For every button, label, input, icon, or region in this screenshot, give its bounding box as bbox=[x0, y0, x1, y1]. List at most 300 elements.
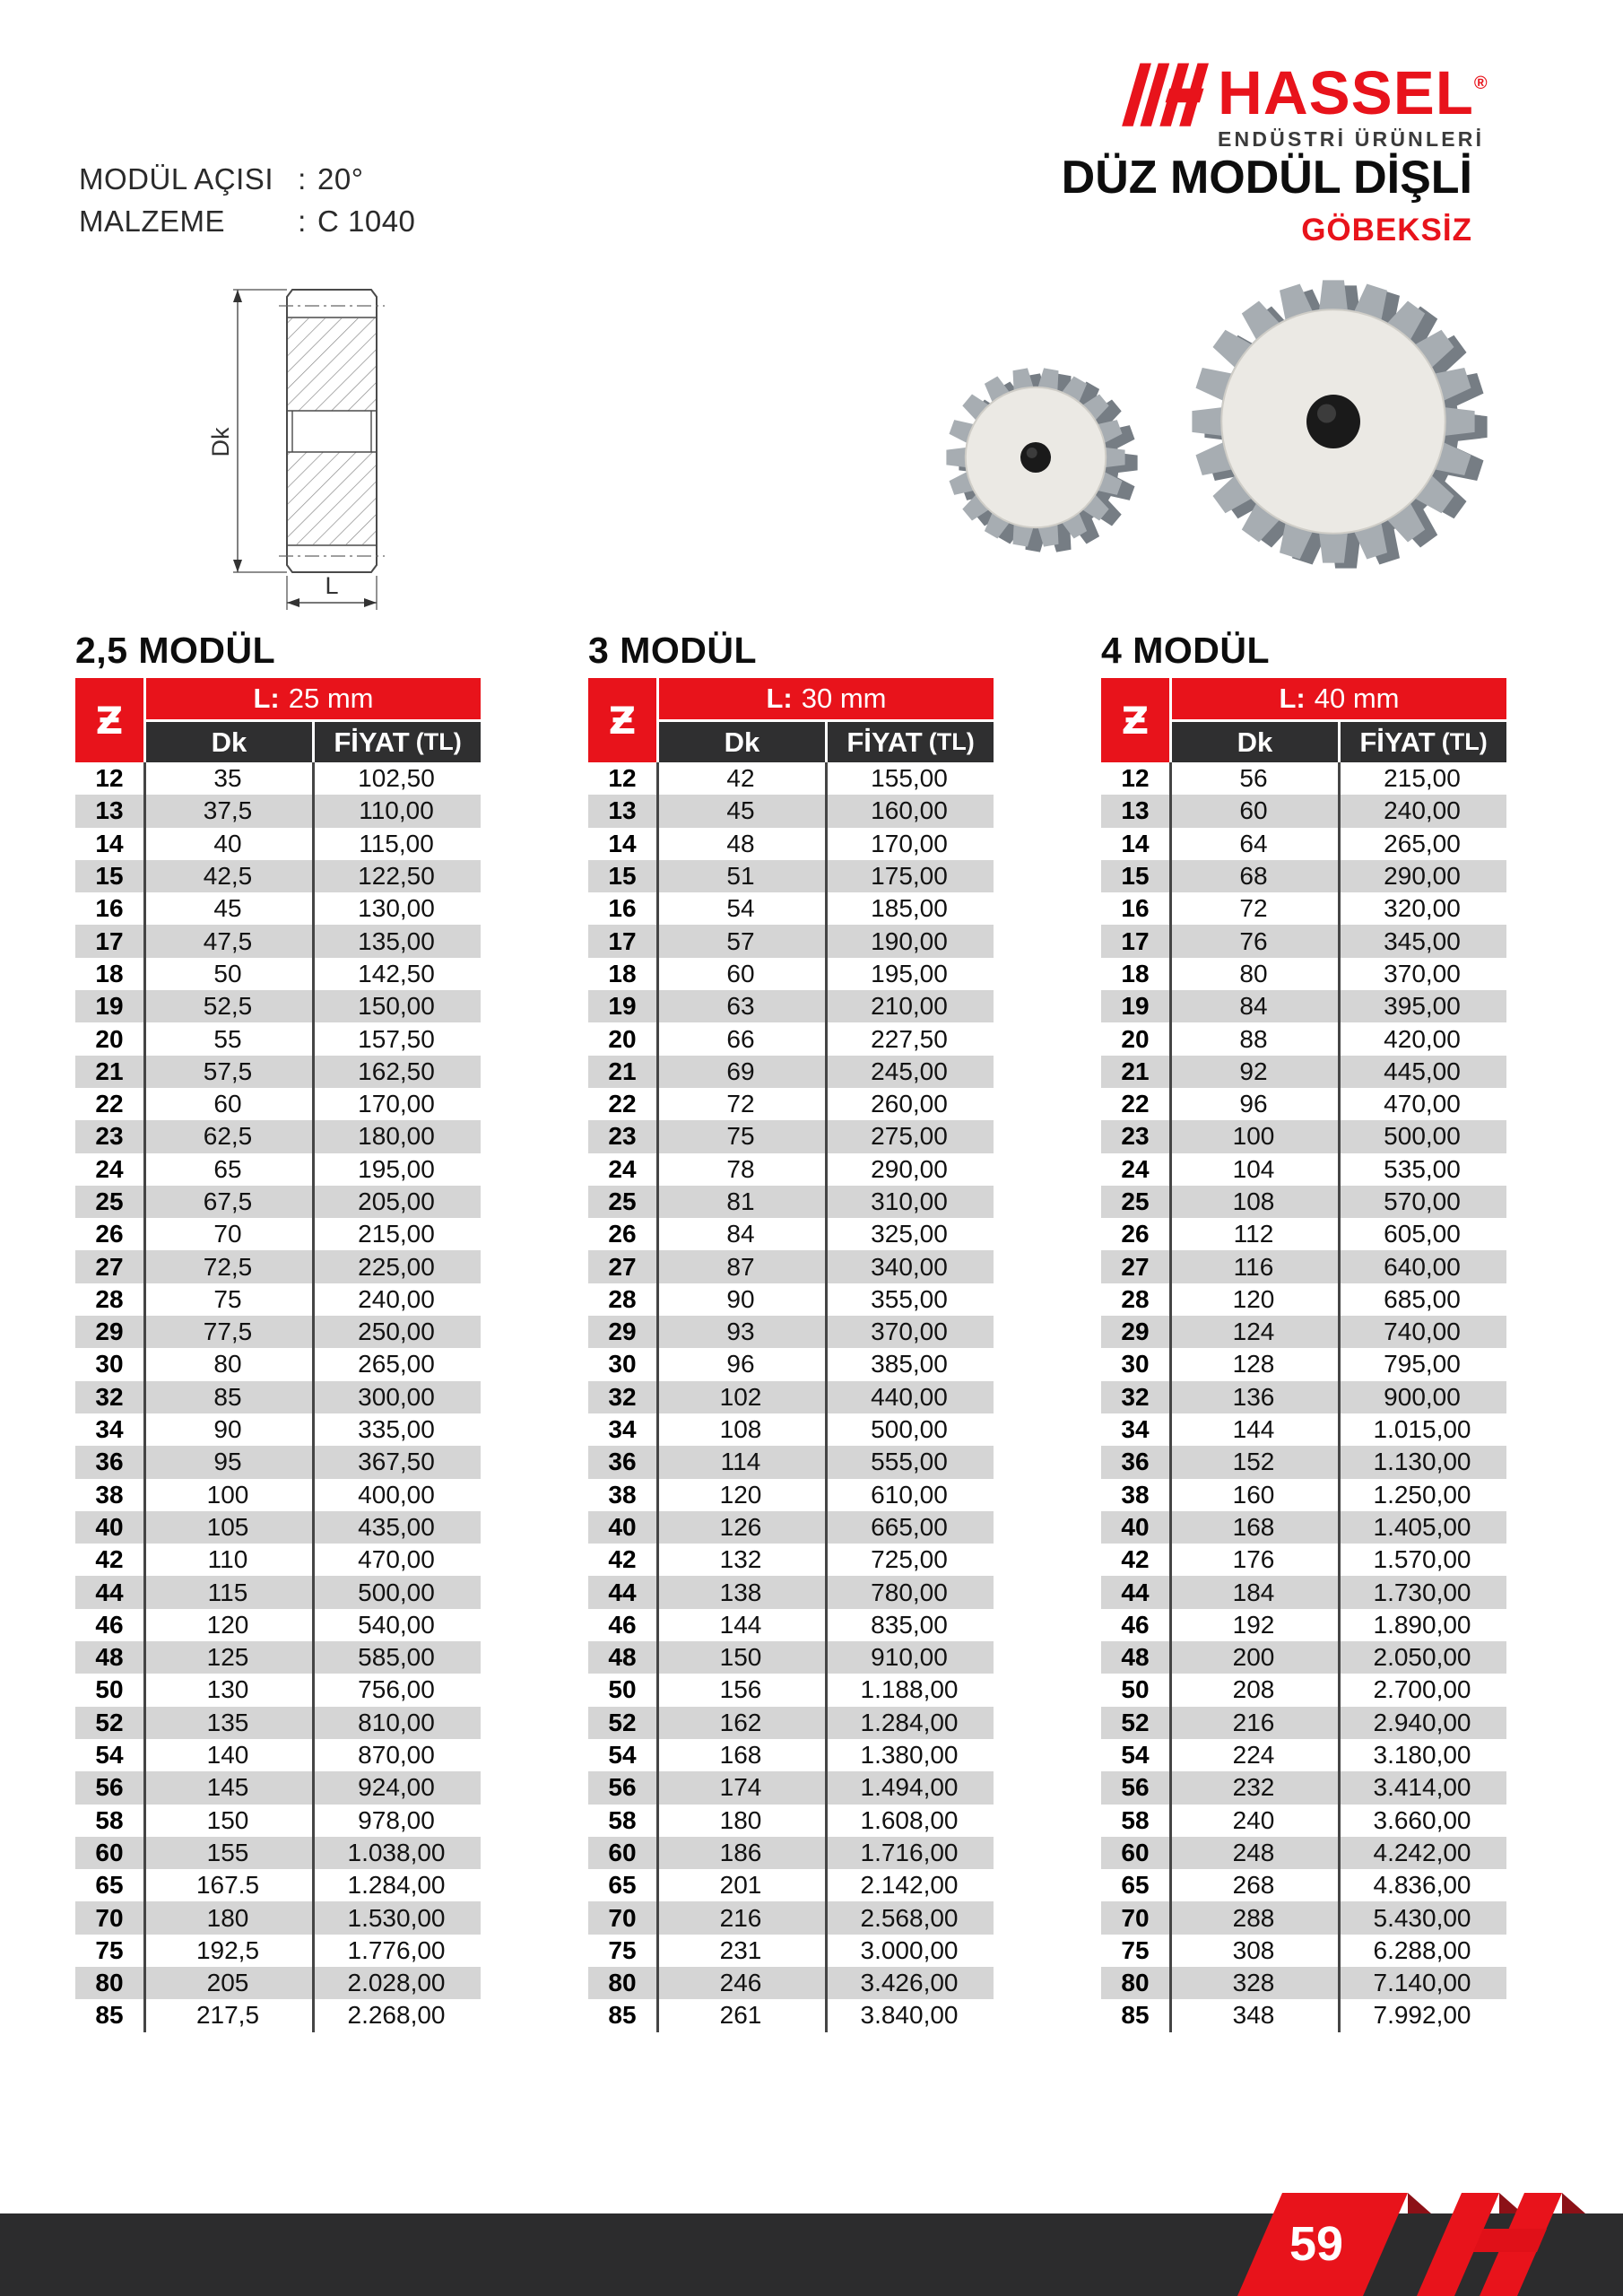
price-cell: 250,00 bbox=[358, 1318, 435, 1346]
price-cell: 978,00 bbox=[358, 1805, 435, 1834]
price-cell: 725,00 bbox=[871, 1545, 948, 1574]
spec-line-material bbox=[79, 200, 415, 242]
price-cell: 157,50 bbox=[358, 1024, 435, 1053]
price-cell: 2.050,00 bbox=[1373, 1643, 1471, 1672]
z-cell: 54 bbox=[1121, 1741, 1150, 1770]
table-row bbox=[1101, 1935, 1506, 1967]
z-cell: 42 bbox=[95, 1545, 124, 1574]
gears-photo bbox=[888, 265, 1533, 583]
z-cell: 13 bbox=[95, 796, 124, 825]
table-row bbox=[588, 1056, 994, 1088]
dk-cell: 84 bbox=[1239, 992, 1268, 1021]
z-cell: 56 bbox=[1121, 1773, 1150, 1802]
table-rows bbox=[1101, 762, 1506, 2032]
price-cell: 1.730,00 bbox=[1373, 1578, 1471, 1606]
z-cell: 56 bbox=[95, 1773, 124, 1802]
price-cell: 2.028,00 bbox=[347, 1969, 446, 1997]
spec-line-module-angle bbox=[79, 158, 415, 200]
dk-cell: 155 bbox=[206, 1838, 249, 1866]
page-title: DÜZ MODÜL DİŞLİ bbox=[1061, 152, 1472, 204]
dk-cell: 75 bbox=[213, 1284, 242, 1313]
price-cell: 420,00 bbox=[1384, 1024, 1461, 1053]
dk-cell: 180 bbox=[206, 1903, 249, 1932]
table-row bbox=[75, 1576, 481, 1608]
dk-cell: 90 bbox=[726, 1284, 755, 1313]
z-cell: 25 bbox=[1121, 1187, 1150, 1215]
table-row bbox=[588, 1413, 994, 1446]
spec-separator: : bbox=[298, 161, 307, 196]
fold-shadow-icon bbox=[1562, 2193, 1585, 2213]
dk-cell: 162 bbox=[719, 1708, 762, 1736]
z-cell: 29 bbox=[95, 1318, 124, 1346]
dk-cell: 69 bbox=[726, 1057, 755, 1085]
table-row bbox=[1101, 1674, 1506, 1706]
price-cell: 142,50 bbox=[358, 959, 435, 987]
z-cell: 24 bbox=[608, 1154, 637, 1183]
price-cell: 1.015,00 bbox=[1373, 1415, 1471, 1444]
table-row bbox=[75, 1901, 481, 1934]
z-cell: 26 bbox=[95, 1220, 124, 1248]
dk-cell: 66 bbox=[726, 1024, 755, 1053]
table-row bbox=[588, 1641, 994, 1674]
price-cell: 605,00 bbox=[1384, 1220, 1461, 1248]
z-cell: 80 bbox=[608, 1969, 637, 1997]
z-cell: 42 bbox=[1121, 1545, 1150, 1574]
table-row bbox=[1101, 1348, 1506, 1380]
table-row bbox=[75, 990, 481, 1022]
table-row bbox=[588, 860, 994, 892]
dk-cell: 138 bbox=[719, 1578, 762, 1606]
z-cell: 52 bbox=[608, 1708, 637, 1736]
dk-cell: 224 bbox=[1232, 1741, 1275, 1770]
table-row bbox=[1101, 1250, 1506, 1283]
dk-cell: 120 bbox=[206, 1610, 249, 1639]
price-cell: 102,50 bbox=[358, 764, 435, 793]
price-cell: 1.890,00 bbox=[1373, 1610, 1471, 1639]
price-cell: 2.142,00 bbox=[860, 1871, 959, 1900]
table-row bbox=[75, 1707, 481, 1739]
dk-cell: 167.5 bbox=[195, 1871, 260, 1900]
z-cell: 50 bbox=[1121, 1675, 1150, 1704]
z-cell: 36 bbox=[608, 1448, 637, 1476]
dk-cell: 288 bbox=[1232, 1903, 1275, 1932]
price-cell: 195,00 bbox=[358, 1154, 435, 1183]
z-cell: 25 bbox=[608, 1187, 637, 1215]
table-row bbox=[1101, 1999, 1506, 2031]
spur-gears-icon bbox=[888, 265, 1533, 578]
z-cell: 60 bbox=[608, 1838, 637, 1866]
z-cell: 32 bbox=[608, 1382, 637, 1411]
table-row bbox=[588, 1381, 994, 1413]
price-cell: 1.250,00 bbox=[1373, 1480, 1471, 1509]
brand-name: HASSEL® bbox=[1218, 58, 1488, 127]
table-row bbox=[75, 1381, 481, 1413]
table-row bbox=[1101, 1511, 1506, 1544]
price-cell: 1.038,00 bbox=[347, 1838, 446, 1866]
table-row bbox=[588, 1446, 994, 1478]
table-row bbox=[588, 1348, 994, 1380]
table-row bbox=[1101, 860, 1506, 892]
dk-cell: 120 bbox=[719, 1480, 762, 1509]
z-cell: 50 bbox=[608, 1675, 637, 1704]
table-row bbox=[588, 1739, 994, 1771]
z-cell: 85 bbox=[608, 2001, 637, 2030]
table-row bbox=[1101, 1056, 1506, 1088]
z-cell: 48 bbox=[608, 1643, 637, 1672]
table-row bbox=[75, 1739, 481, 1771]
dk-cell: 192 bbox=[1232, 1610, 1275, 1639]
table-row bbox=[1101, 1446, 1506, 1478]
dk-cell: 114 bbox=[720, 1448, 761, 1476]
z-cell: 52 bbox=[95, 1708, 124, 1736]
table-row bbox=[75, 1999, 481, 2031]
price-cell: 3.426,00 bbox=[860, 1969, 959, 1997]
dk-cell: 70 bbox=[213, 1220, 242, 1248]
length-header: L: 30 mm bbox=[659, 678, 994, 719]
dk-cell: 168 bbox=[719, 1741, 762, 1770]
table-title: 4 MODÜL bbox=[1101, 630, 1270, 671]
table-row bbox=[75, 1088, 481, 1120]
table-row bbox=[588, 892, 994, 925]
price-cell: 870,00 bbox=[358, 1741, 435, 1770]
price-cell: 1.716,00 bbox=[860, 1838, 959, 1866]
z-cell: 58 bbox=[95, 1805, 124, 1834]
table-row bbox=[588, 1511, 994, 1544]
z-cell: 25 bbox=[95, 1187, 124, 1215]
price-cell: 367,50 bbox=[358, 1448, 435, 1476]
table-row bbox=[588, 1316, 994, 1348]
z-cell: 75 bbox=[1121, 1935, 1150, 1964]
price-cell: 1.608,00 bbox=[860, 1805, 959, 1834]
dk-cell: 100 bbox=[206, 1480, 249, 1509]
price-cell: 2.568,00 bbox=[860, 1903, 959, 1932]
price-table-2-5-modul bbox=[75, 630, 481, 2032]
dk-cell: 136 bbox=[1232, 1382, 1275, 1411]
table-row bbox=[588, 828, 994, 860]
dk-cell: 156 bbox=[719, 1675, 762, 1704]
table-row bbox=[1101, 1316, 1506, 1348]
price-cell: 810,00 bbox=[358, 1708, 435, 1736]
z-cell: 34 bbox=[608, 1415, 637, 1444]
z-cell: 21 bbox=[95, 1057, 124, 1085]
z-cell: 22 bbox=[608, 1090, 637, 1118]
dk-cell: 84 bbox=[726, 1220, 755, 1248]
dk-cell: 57,5 bbox=[203, 1057, 253, 1085]
z-cell: 14 bbox=[95, 829, 124, 857]
price-cell: 1.130,00 bbox=[1373, 1448, 1471, 1476]
dk-cell: 261 bbox=[719, 2001, 762, 2030]
z-cell: 12 bbox=[95, 764, 124, 793]
z-cell: 75 bbox=[608, 1935, 637, 1964]
dk-cell: 63 bbox=[726, 992, 755, 1021]
price-cell: 290,00 bbox=[1384, 862, 1461, 891]
table-row bbox=[75, 958, 481, 990]
z-cell: 19 bbox=[608, 992, 637, 1021]
price-column-header: FİYAT (TL) bbox=[1341, 722, 1506, 762]
table-row bbox=[588, 1153, 994, 1186]
dk-cell: 72 bbox=[726, 1090, 755, 1118]
z-cell: 23 bbox=[608, 1122, 637, 1151]
dk-cell: 72 bbox=[1239, 894, 1268, 923]
price-cell: 245,00 bbox=[871, 1057, 948, 1085]
z-cell: 19 bbox=[1121, 992, 1150, 1021]
dk-cell: 93 bbox=[726, 1318, 755, 1346]
price-cell: 260,00 bbox=[871, 1090, 948, 1118]
z-cell: 16 bbox=[1121, 894, 1150, 923]
price-cell: 150,00 bbox=[358, 992, 435, 1021]
z-cell: 46 bbox=[1121, 1610, 1150, 1639]
table-row bbox=[588, 1869, 994, 1901]
table-row bbox=[75, 1120, 481, 1152]
z-cell: 70 bbox=[1121, 1903, 1150, 1932]
dk-cell: 95 bbox=[213, 1448, 242, 1476]
table-header bbox=[1101, 678, 1506, 762]
table-row bbox=[588, 795, 994, 827]
price-cell: 227,50 bbox=[871, 1024, 948, 1053]
dk-cell: 57 bbox=[726, 926, 755, 955]
z-cell: 32 bbox=[1121, 1382, 1150, 1411]
price-cell: 340,00 bbox=[871, 1252, 948, 1281]
z-cell: 12 bbox=[1121, 764, 1150, 793]
z-cell: 26 bbox=[608, 1220, 637, 1248]
dk-cell: 160 bbox=[1232, 1480, 1275, 1509]
price-cell: 585,00 bbox=[358, 1643, 435, 1672]
z-cell: 54 bbox=[95, 1741, 124, 1770]
dk-cell: 186 bbox=[719, 1838, 762, 1866]
table-row bbox=[588, 1022, 994, 1055]
price-cell: 3.414,00 bbox=[1373, 1773, 1471, 1802]
price-cell: 185,00 bbox=[871, 894, 948, 923]
table-row bbox=[1101, 1153, 1506, 1186]
dk-cell: 200 bbox=[1232, 1643, 1275, 1672]
z-cell: 36 bbox=[1121, 1448, 1150, 1476]
table-row bbox=[588, 1544, 994, 1576]
dk-cell: 77,5 bbox=[203, 1318, 253, 1346]
price-cell: 310,00 bbox=[871, 1187, 948, 1215]
z-cell: 38 bbox=[608, 1480, 637, 1509]
dk-cell: 68 bbox=[1239, 862, 1268, 891]
table-row bbox=[1101, 958, 1506, 990]
z-cell: 58 bbox=[1121, 1805, 1150, 1834]
dk-cell: 110 bbox=[207, 1545, 248, 1574]
z-cell: 42 bbox=[608, 1545, 637, 1574]
z-cell: 18 bbox=[1121, 959, 1150, 987]
table-row bbox=[75, 1544, 481, 1576]
spec-value: C 1040 bbox=[317, 204, 416, 238]
price-column-header: FİYAT (TL) bbox=[828, 722, 994, 762]
dk-cell: 55 bbox=[213, 1024, 242, 1053]
l-dimension-label: L bbox=[325, 572, 339, 599]
z-cell: 22 bbox=[95, 1090, 124, 1118]
dk-column-header: Dk bbox=[146, 722, 312, 762]
table-row bbox=[588, 1901, 994, 1934]
dk-cell: 116 bbox=[1233, 1252, 1274, 1281]
dk-cell: 37,5 bbox=[203, 796, 253, 825]
footer-h-icon bbox=[1417, 2193, 1562, 2296]
length-header: L: 40 mm bbox=[1172, 678, 1506, 719]
price-cell: 190,00 bbox=[871, 926, 948, 955]
price-cell: 835,00 bbox=[871, 1610, 948, 1639]
price-cell: 5.430,00 bbox=[1373, 1903, 1471, 1932]
dk-cell: 62,5 bbox=[203, 1122, 253, 1151]
brand-tagline: ENDÜSTRİ ÜRÜNLERİ bbox=[1218, 127, 1485, 151]
dk-cell: 96 bbox=[726, 1350, 755, 1378]
z-cell: 38 bbox=[95, 1480, 124, 1509]
z-cell: 80 bbox=[95, 1969, 124, 1997]
price-cell: 900,00 bbox=[1384, 1382, 1461, 1411]
table-row bbox=[75, 1511, 481, 1544]
dk-cell: 51 bbox=[726, 862, 755, 891]
dk-cell: 150 bbox=[206, 1805, 249, 1834]
table-row bbox=[75, 925, 481, 957]
dk-column-header: Dk bbox=[659, 722, 825, 762]
z-cell: 13 bbox=[608, 796, 637, 825]
z-cell: 12 bbox=[608, 764, 637, 793]
z-cell: 15 bbox=[95, 862, 124, 891]
table-row bbox=[75, 1056, 481, 1088]
z-cell: 15 bbox=[1121, 862, 1150, 891]
z-cell: 40 bbox=[1121, 1512, 1150, 1541]
dk-cell: 42 bbox=[726, 764, 755, 793]
table-row bbox=[588, 1771, 994, 1804]
table-row bbox=[588, 1609, 994, 1641]
price-cell: 435,00 bbox=[358, 1512, 435, 1541]
z-cell: 32 bbox=[95, 1382, 124, 1411]
price-cell: 500,00 bbox=[871, 1415, 948, 1444]
dk-cell: 205 bbox=[206, 1969, 249, 1997]
table-row bbox=[588, 1707, 994, 1739]
table-row bbox=[1101, 795, 1506, 827]
price-cell: 1.776,00 bbox=[347, 1935, 446, 1964]
hassel-h-mark-icon bbox=[1119, 52, 1209, 138]
price-cell: 1.380,00 bbox=[860, 1741, 959, 1770]
dk-cell: 120 bbox=[1232, 1284, 1275, 1313]
z-cell: 48 bbox=[95, 1643, 124, 1672]
price-cell: 320,00 bbox=[1384, 894, 1461, 923]
dk-cell: 246 bbox=[719, 1969, 762, 1997]
page-number: 59 bbox=[1289, 2217, 1344, 2271]
z-cell: 22 bbox=[1121, 1090, 1150, 1118]
dk-column-header: Dk bbox=[1172, 722, 1338, 762]
dk-cell: 60 bbox=[213, 1090, 242, 1118]
dk-cell: 115 bbox=[207, 1578, 248, 1606]
z-cell: 70 bbox=[95, 1903, 124, 1932]
table-row bbox=[1101, 1479, 1506, 1511]
z-cell: 20 bbox=[1121, 1024, 1150, 1053]
z-cell: 26 bbox=[1121, 1220, 1150, 1248]
dk-cell: 140 bbox=[206, 1741, 249, 1770]
price-cell: 175,00 bbox=[871, 862, 948, 891]
z-cell: 80 bbox=[1121, 1969, 1150, 1997]
dk-cell: 48 bbox=[726, 829, 755, 857]
dk-cell: 152 bbox=[1232, 1448, 1275, 1476]
price-cell: 195,00 bbox=[871, 959, 948, 987]
price-cell: 2.700,00 bbox=[1373, 1675, 1471, 1704]
table-row bbox=[1101, 1967, 1506, 1999]
dk-cell: 80 bbox=[1239, 959, 1268, 987]
dk-cell: 96 bbox=[1239, 1090, 1268, 1118]
price-cell: 162,50 bbox=[358, 1057, 435, 1085]
table-rows bbox=[588, 762, 994, 2032]
table-row bbox=[1101, 1544, 1506, 1576]
dk-cell: 90 bbox=[213, 1415, 242, 1444]
z-cell: 36 bbox=[95, 1448, 124, 1476]
price-cell: 640,00 bbox=[1384, 1252, 1461, 1281]
fold-shadow-icon bbox=[1408, 2193, 1431, 2213]
z-cell: 52 bbox=[1121, 1708, 1150, 1736]
price-cell: 1.570,00 bbox=[1373, 1545, 1471, 1574]
price-cell: 180,00 bbox=[358, 1122, 435, 1151]
price-cell: 4.836,00 bbox=[1373, 1871, 1471, 1900]
z-cell: 18 bbox=[608, 959, 637, 987]
price-cell: 1.188,00 bbox=[860, 1675, 959, 1704]
price-column-header: FİYAT (TL) bbox=[315, 722, 481, 762]
table-row bbox=[588, 1283, 994, 1316]
price-cell: 740,00 bbox=[1384, 1318, 1461, 1346]
z-cell: 60 bbox=[1121, 1838, 1150, 1866]
table-row bbox=[75, 1805, 481, 1837]
price-table-3-modul bbox=[588, 630, 994, 2032]
z-cell: 28 bbox=[95, 1284, 124, 1313]
table-row bbox=[1101, 1641, 1506, 1674]
table-row bbox=[588, 1088, 994, 1120]
price-cell: 2.268,00 bbox=[347, 2001, 446, 2030]
table-row bbox=[75, 1609, 481, 1641]
table-row bbox=[1101, 1022, 1506, 1055]
dk-cell: 135 bbox=[206, 1708, 249, 1736]
z-cell: 24 bbox=[95, 1154, 124, 1183]
table-row bbox=[75, 1153, 481, 1186]
price-cell: 4.242,00 bbox=[1373, 1838, 1471, 1866]
z-cell: 29 bbox=[1121, 1318, 1150, 1346]
table-title: 2,5 MODÜL bbox=[75, 630, 276, 671]
dk-cell: 132 bbox=[719, 1545, 762, 1574]
table-row bbox=[75, 1967, 481, 1999]
table-row bbox=[588, 958, 994, 990]
price-cell: 115,00 bbox=[359, 829, 434, 857]
dk-cell: 60 bbox=[726, 959, 755, 987]
z-cell: 23 bbox=[1121, 1122, 1150, 1151]
z-cell: 21 bbox=[608, 1057, 637, 1085]
table-row bbox=[1101, 1120, 1506, 1152]
z-cell: 27 bbox=[1121, 1252, 1150, 1281]
z-cell: 65 bbox=[95, 1871, 124, 1900]
price-cell: 135,00 bbox=[358, 926, 435, 955]
dk-cell: 65 bbox=[213, 1154, 242, 1183]
z-column-header: Ƶ bbox=[75, 678, 143, 762]
table-row bbox=[1101, 828, 1506, 860]
price-cell: 3.000,00 bbox=[860, 1935, 959, 1964]
dk-cell: 85 bbox=[213, 1382, 242, 1411]
z-cell: 30 bbox=[1121, 1350, 1150, 1378]
price-cell: 215,00 bbox=[1384, 764, 1461, 793]
spec-label: MALZEME bbox=[79, 204, 226, 238]
z-cell: 17 bbox=[95, 926, 124, 955]
z-cell: 54 bbox=[608, 1741, 637, 1770]
z-cell: 27 bbox=[608, 1252, 637, 1281]
price-cell: 290,00 bbox=[871, 1154, 948, 1183]
price-cell: 265,00 bbox=[358, 1350, 435, 1378]
price-cell: 122,50 bbox=[358, 862, 435, 891]
dk-cell: 216 bbox=[1232, 1708, 1275, 1736]
z-cell: 44 bbox=[608, 1578, 637, 1606]
table-row bbox=[1101, 1837, 1506, 1869]
table-row bbox=[1101, 1381, 1506, 1413]
price-cell: 225,00 bbox=[358, 1252, 435, 1281]
dk-cell: 348 bbox=[1232, 2001, 1275, 2030]
price-cell: 470,00 bbox=[358, 1545, 435, 1574]
price-cell: 924,00 bbox=[358, 1773, 435, 1802]
